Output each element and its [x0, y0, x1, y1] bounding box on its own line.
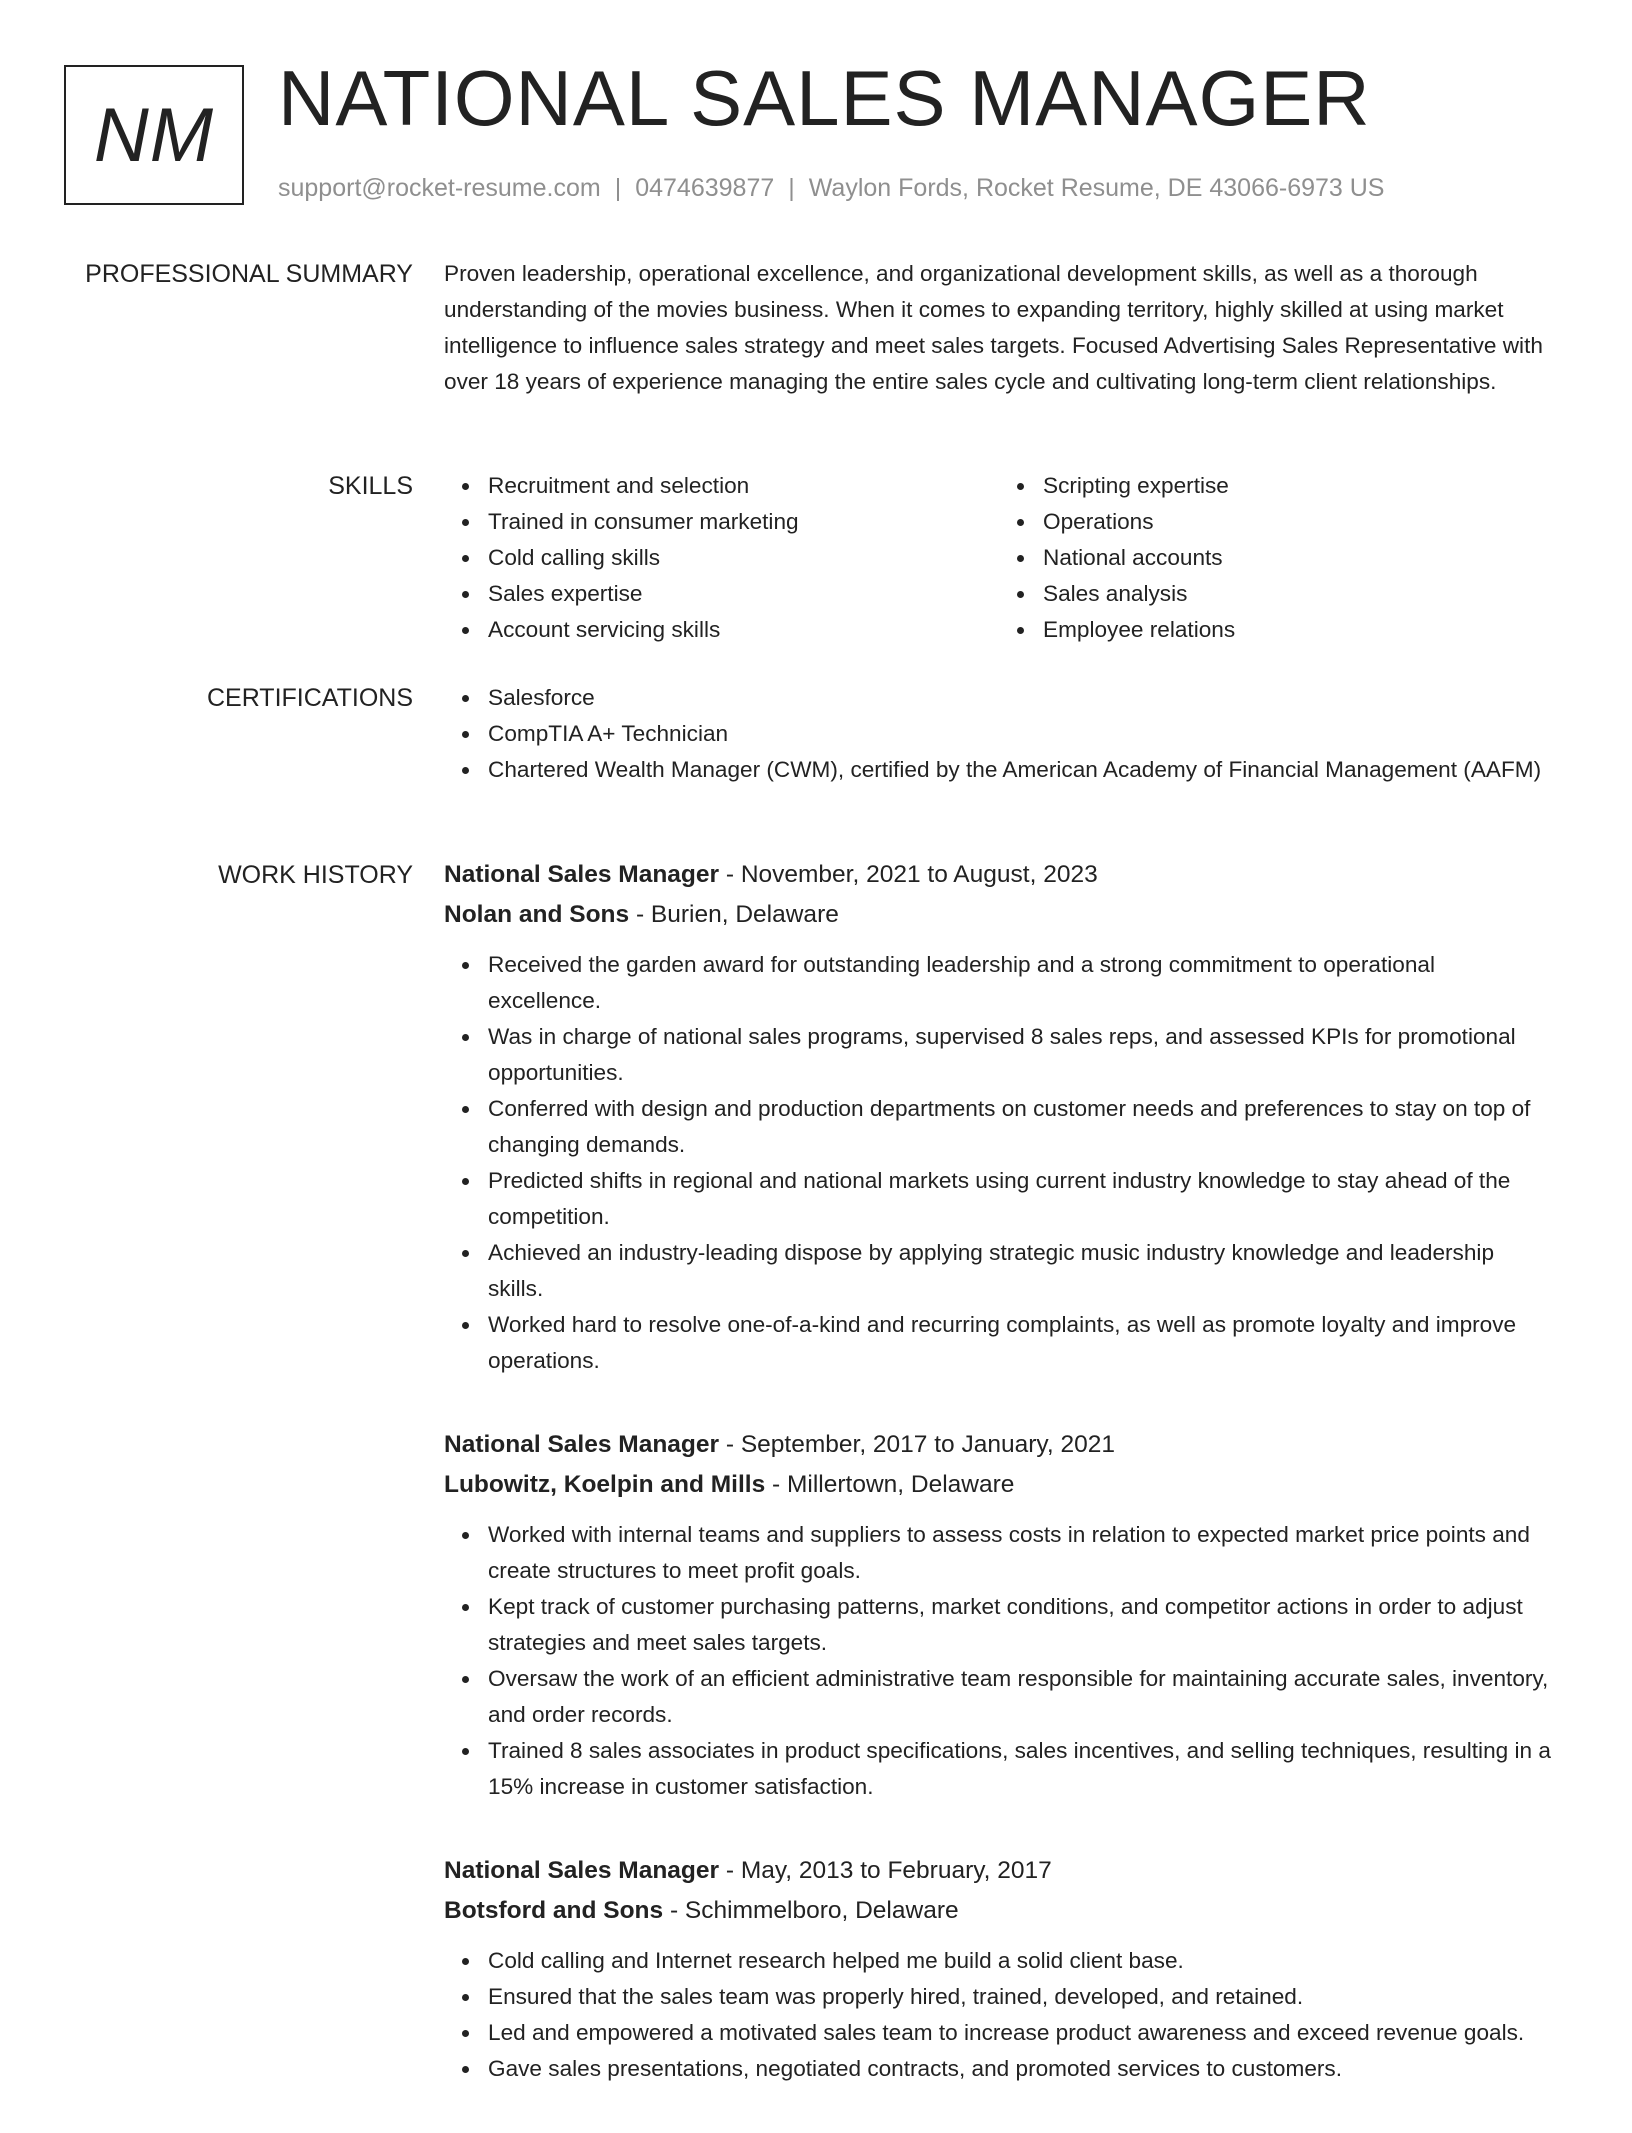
skill-item: Employee relations	[1043, 612, 1554, 648]
skills-body	[444, 468, 1554, 648]
job-bullet: Worked hard to resolve one-of-a-kind and recurring complaints, as well as promote loyalty and improve operations.	[488, 1307, 1554, 1379]
job-entry	[444, 1851, 1554, 2087]
job-location: Schimmelboro, Delaware	[684, 1897, 959, 1924]
job-bullet: Cold calling and Internet research helped me build a solid client base.	[488, 1943, 1554, 1979]
job-bullets	[444, 947, 1554, 1379]
summary-heading: PROFESSIONAL SUMMARY	[85, 260, 413, 288]
job-bullet: Was in charge of national sales programs, supervised 8 sales reps, and assessed KPIs for promotional opportunities.	[488, 1019, 1554, 1091]
skill-item: Sales expertise	[488, 576, 999, 612]
job-role: National Sales Manager	[444, 1857, 720, 1884]
job-company-line: Lubowitz, Koelpin and Mills - Millertown, Delaware	[444, 1471, 1015, 1498]
contact-separator: |	[614, 174, 622, 202]
job-bullet: Worked with internal teams and suppliers to assess costs in relation to expected market price points and create structures to meet profit goals.	[488, 1517, 1554, 1589]
job-location: Millertown, Delaware	[787, 1471, 1015, 1498]
job-dates: May, 2013 to February, 2017	[740, 1857, 1052, 1884]
skills-heading: SKILLS	[328, 472, 413, 500]
job-bullet: Gave sales presentations, negotiated contracts, and promoted services to customers.	[488, 2051, 1554, 2087]
job-bullet: Kept track of customer purchasing patterns, market conditions, and competitor actions in order to adjust strategies and meet sales targets.	[488, 1589, 1554, 1661]
monogram-box	[64, 65, 244, 205]
job-bullet: Achieved an industry-leading dispose by applying strategic music industry knowledge and leadership skills.	[488, 1235, 1554, 1307]
contact-email[interactable]: support@rocket-resume.com	[278, 174, 601, 202]
job-title-line: National Sales Manager - May, 2013 to February, 2017	[444, 1857, 1052, 1884]
certifications-list	[444, 680, 1554, 788]
job-bullet: Ensured that the sales team was properly hired, trained, developed, and retained.	[488, 1979, 1554, 2015]
job-role: National Sales Manager	[444, 1431, 720, 1458]
contact-separator: |	[788, 174, 795, 202]
job-bullet: Trained 8 sales associates in product specifications, sales incentives, and selling techniques, resulting in a 15% increase in customer satisfaction.	[488, 1733, 1554, 1805]
job-company-line: Botsford and Sons - Schimmelboro, Delaware	[444, 1897, 959, 1924]
work-history-body	[444, 855, 1554, 2133]
job-bullet: Predicted shifts in regional and national markets using current industry knowledge to stay ahead of the competition.	[488, 1163, 1554, 1235]
certifications-heading: CERTIFICATIONS	[206, 684, 413, 712]
resume-title: NATIONAL SALES MANAGER	[278, 54, 1371, 142]
skill-item: Sales analysis	[1043, 576, 1554, 612]
skill-item: Account servicing skills	[488, 612, 999, 648]
contact-line	[278, 174, 1385, 203]
job-bullets	[444, 1517, 1554, 1805]
job-company: Lubowitz, Koelpin and Mills	[444, 1471, 766, 1498]
job-title-line: National Sales Manager - September, 2017 to January, 2021	[444, 1431, 1115, 1458]
certification-item: Chartered Wealth Manager (CWM), certified by the American Academy of Financial Management (AAFM)	[488, 752, 1554, 788]
job-company: Botsford and Sons	[444, 1897, 664, 1924]
skill-item: National accounts	[1043, 540, 1554, 576]
monogram-text: NM	[93, 92, 215, 178]
skills-list-right	[999, 468, 1554, 648]
job-role: National Sales Manager	[444, 861, 720, 888]
certifications-body	[444, 680, 1554, 788]
job-dates: November, 2021 to August, 2023	[740, 861, 1098, 888]
contact-phone[interactable]: 0474639877	[635, 174, 775, 202]
job-entry	[444, 1425, 1554, 1805]
job-bullet: Led and empowered a motivated sales team to increase product awareness and exceed revenue goals.	[488, 2015, 1554, 2051]
job-company: Nolan and Sons	[444, 901, 630, 928]
summary-text: Proven leadership, operational excellence, and organizational development skills, as well as a thorough understanding of the movies business. When it comes to expanding territory, highly skilled at using market intelligence to influence sales strategy and meet sales targets. Focused Advertising Sales Representative with over 18 years of experience managing the entire sales cycle and cultivating long-term client relationships.	[444, 261, 1543, 394]
skill-item: Scripting expertise	[1043, 468, 1554, 504]
job-entry	[444, 855, 1554, 1379]
job-title-line: National Sales Manager - November, 2021 to August, 2023	[444, 861, 1098, 888]
job-bullet: Conferred with design and production departments on customer needs and preferences to stay on top of changing demands.	[488, 1091, 1554, 1163]
skill-item: Recruitment and selection	[488, 468, 999, 504]
skill-item: Operations	[1043, 504, 1554, 540]
certification-item: CompTIA A+ Technician	[488, 716, 1554, 752]
summary-body	[444, 256, 1554, 400]
job-dates: September, 2017 to January, 2021	[740, 1431, 1115, 1458]
job-bullet: Received the garden award for outstanding leadership and a strong commitment to operational excellence.	[488, 947, 1554, 1019]
skill-item: Trained in consumer marketing	[488, 504, 999, 540]
job-location: Burien, Delaware	[650, 901, 839, 928]
contact-address: Waylon Fords, Rocket Resume, DE 43066-6973 US	[808, 174, 1385, 202]
job-bullet: Oversaw the work of an efficient administrative team responsible for maintaining accurate sales, inventory, and order records.	[488, 1661, 1554, 1733]
work-history-heading: WORK HISTORY	[218, 861, 413, 889]
skills-list-left	[444, 468, 999, 648]
skill-item: Cold calling skills	[488, 540, 999, 576]
job-company-line: Nolan and Sons - Burien, Delaware	[444, 901, 839, 928]
certification-item: Salesforce	[488, 680, 1554, 716]
job-bullets	[444, 1943, 1554, 2087]
